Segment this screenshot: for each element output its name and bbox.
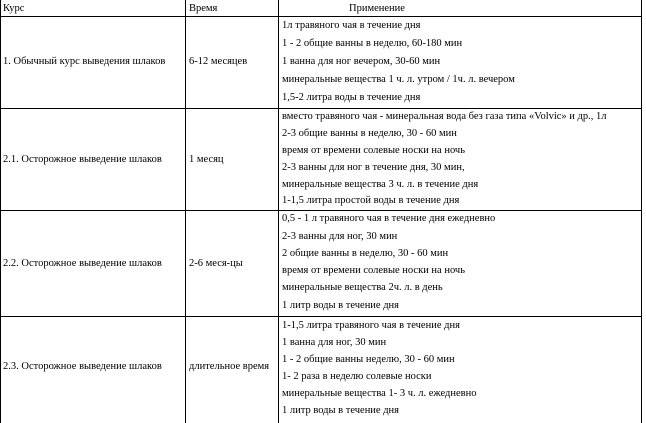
column-divider-1	[185, 0, 186, 423]
column-divider-2	[278, 0, 279, 423]
row-2-application-line-4: 2-3 ванны для ног в течение дня, 30 мин,	[282, 162, 465, 173]
row-2-application-line-5: минеральные вещества 3 ч. л. в течение дня	[282, 179, 479, 190]
header-course: Курс	[3, 3, 25, 14]
header-time: Время	[189, 3, 218, 14]
row-3-course: 2.2. Осторожное выведение шлаков	[3, 258, 162, 269]
table-border-left	[0, 0, 1, 423]
row-1-application-line-4: минеральные вещества 1 ч. л. утром / 1ч. л. вечером	[282, 74, 515, 85]
row-4-application-line-5: минеральные вещества 1- 3 ч. л. ежедневно	[282, 388, 477, 399]
row-3-application-line-3: 2 общие ванны в неделю, 30 - 60 мин	[282, 248, 449, 259]
row-2-application-line-2: 2-3 общие ванны в неделю, 30 - 60 мин	[282, 128, 457, 139]
row-4-application-line-4: 1- 2 раза в неделю солевые носки	[282, 371, 432, 382]
row-4-application-line-2: 1 ванна для ног, 30 мин	[282, 337, 387, 348]
row-1-application-line-3: 1 ванна для ног вечером, 30-60 мин	[282, 56, 441, 67]
row-4-course: 2.3. Осторожное выведение шлаков	[3, 361, 162, 372]
row-3-application-line-1: 0,5 - 1 л травяного чая в течение дня ежедневно	[282, 213, 496, 224]
row-2-application-line-6: 1-1,5 литра простой воды в течение дня	[282, 195, 460, 206]
row-divider-2	[0, 210, 642, 211]
row-3-time: 2-6 меся-цы	[189, 258, 243, 269]
row-3-application-line-2: 2-3 ванны для ног, 30 мин	[282, 231, 398, 242]
header-application: Применение	[349, 3, 405, 14]
row-3-application-line-5: минеральные вещества 2ч. л. в день	[282, 282, 443, 293]
table-border-right	[641, 0, 642, 423]
row-4-application-line-6: 1 литр воды в течение дня	[282, 405, 400, 416]
row-4-time: длительное время	[189, 361, 270, 372]
row-3-application-line-4: время от времени солевые носки на ночь	[282, 265, 466, 276]
row-divider-1	[0, 108, 642, 109]
header-divider	[0, 16, 642, 17]
row-1-application-line-2: 1 - 2 общие ванны в неделю, 60-180 мин	[282, 38, 463, 49]
row-4-application-line-1: 1-1,5 литра травяного чая в течение дня	[282, 320, 460, 331]
row-2-application-line-3: время от времени солевые носки на ночь	[282, 145, 466, 156]
row-2-course: 2.1. Осторожное выведение шлаков	[3, 154, 162, 165]
row-2-time: 1 месяц	[189, 154, 224, 165]
row-1-time: 6-12 месяцев	[189, 56, 248, 67]
row-3-application-line-6: 1 литр воды в течение дня	[282, 300, 400, 311]
row-1-application-line-1: 1л травяного чая в течение дня	[282, 20, 421, 31]
row-divider-3	[0, 316, 642, 317]
row-1-course: 1. Обычный курс выведения шлаков	[3, 56, 166, 67]
row-4-application-line-3: 1 - 2 общие ванны неделю, 30 - 60 мин	[282, 354, 455, 365]
row-2-application-line-1: вместо травяного чая - минеральная вода без газа типа «Volvic» и др., 1л	[282, 111, 607, 122]
row-1-application-line-5: 1,5-2 литра воды в течение дня	[282, 92, 421, 103]
